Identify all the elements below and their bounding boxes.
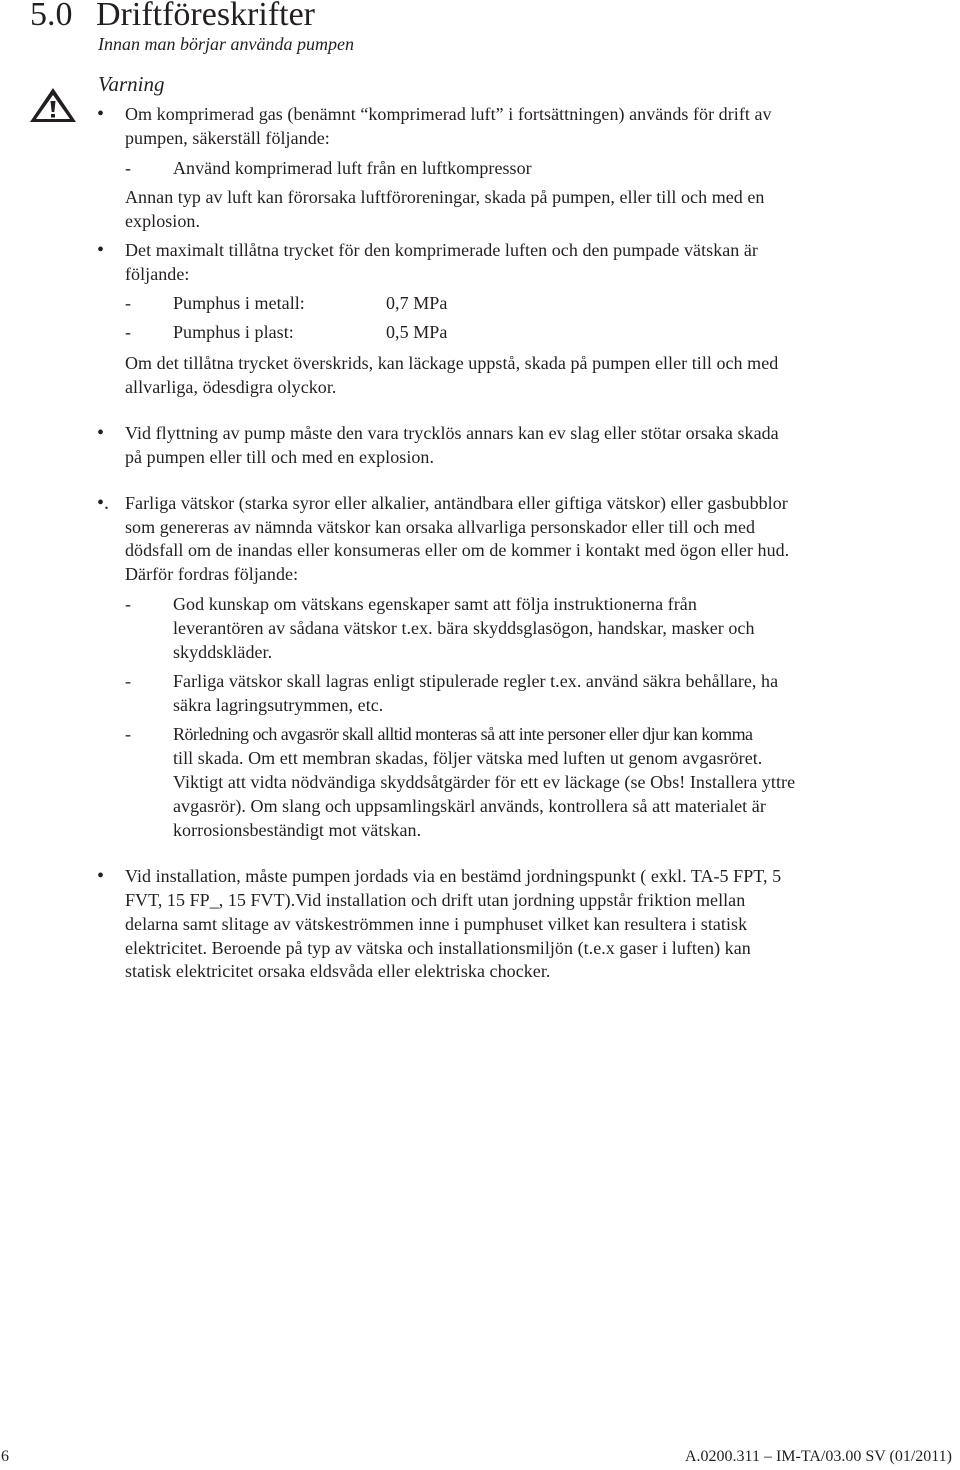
warning-triangle-icon [29, 87, 77, 123]
dash-marker: - [125, 293, 131, 313]
page-number: 6 [1, 1448, 9, 1465]
text-line: till skada. Om ett membran skadas, följer vätska med luften ut genom avgasröret. [173, 748, 763, 768]
text-line: Det maximalt tillåtna trycket för den komprimerade luften och den pumpade vätskan är [125, 240, 758, 260]
pressure-label: Pumphus i plast: [173, 322, 294, 342]
section-title: Driftföreskrifter [96, 0, 316, 33]
text-line: på pumpen eller till och med en explosion. [125, 447, 435, 467]
bullet-marker: • [97, 865, 105, 887]
pressure-value: 0,5 MPa [386, 322, 448, 342]
dash-marker: - [125, 322, 131, 342]
section-number: 5.0 [30, 0, 73, 33]
text-line: säkra lagringsutrymmen, etc. [173, 695, 384, 715]
pressure-value: 0,7 MPa [386, 293, 448, 313]
text-line: statisk elektricitet orsaka eldsvåda eller elektriska chocker. [125, 961, 551, 981]
bullet-marker: • [97, 103, 105, 125]
page-title [30, 0, 315, 34]
text-line: allvarliga, ödesdigra olyckor. [125, 377, 337, 397]
text-line: Farliga vätskor skall lagras enligt stipulerade regler t.ex. använd säkra behållare, ha [173, 671, 779, 691]
text-line: Annan typ av luft kan förorsaka luftföroreningar, skada på pumpen, eller till och med en [125, 187, 765, 207]
text-line: Vid flyttning av pump måste den vara trycklös annars kan ev slag eller stötar orsaka skada [125, 423, 779, 443]
text-line: avgasrör). Om slang och uppsamlingskärl används, kontrollera så att materialet är [173, 796, 766, 816]
pressure-label: Pumphus i metall: [173, 293, 305, 313]
text-line: God kunskap om vätskans egenskaper samt att följa instruktionerna från [173, 594, 697, 614]
text-line: Använd komprimerad luft från en luftkompressor [173, 158, 532, 178]
warning-title: Varning [98, 72, 165, 96]
text-line: Viktigt att vidta nödvändiga skyddsåtgärder för ett ev läckage (se Obs! Installera yttre [173, 772, 796, 792]
text-line: Om komprimerad gas (benämnt “komprimerad luft” i fortsättningen) används för drift av [125, 104, 772, 124]
text-line: som genereras av nämnda vätskor kan orsaka allvarliga personskador eller till och med [125, 517, 756, 537]
text-line: FVT, 15 FP_, 15 FVT).Vid installation och drift utan jordning uppstår friktion mellan [125, 890, 746, 910]
text-line: följande: [125, 264, 190, 284]
text-line: korrosionsbeständigt mot vätskan. [173, 820, 422, 840]
text-line: dödsfall om de inandas eller konsumeras eller om de kommer i kontakt med ögon eller hud. [125, 540, 790, 560]
dash-marker: - [125, 158, 131, 178]
text-line: elektricitet. Beroende på typ av vätska och installationsmiljön (t.e.x gaser i luften) kan [125, 938, 751, 958]
text-line: skyddskläder. [173, 642, 273, 662]
text-line: Om det tillåtna trycket överskrids, kan läckage uppstå, skada på pumpen eller till och med [125, 353, 779, 373]
text-line: Därför fordras följande: [125, 564, 299, 584]
bullet-marker: • [97, 239, 105, 261]
text-line: explosion. [125, 211, 200, 231]
dash-marker: - [125, 594, 131, 614]
document-code: A.0200.311 – IM-TA/03.00 SV (01/2011) [684, 1448, 952, 1465]
bullet-marker: • [97, 422, 105, 444]
text-line: leverantören av sådana vätskor t.ex. bära skyddsglasögon, handskar, masker och [173, 618, 755, 638]
dash-marker: - [125, 671, 131, 691]
subheading: Innan man börjar använda pumpen [98, 34, 354, 54]
text-line: Farliga vätskor (starka syror eller alkalier, antändbara eller giftiga vätskor) eller gasbubblor [125, 493, 788, 513]
text-line: Vid installation, måste pumpen jordads via en bestämd jordningspunkt ( exkl. TA-5 FPT, 5 [125, 866, 782, 886]
text-line: delarna samt slitage av vätskeströmmen inne i pumphuset vilket kan resultera i statisk [125, 914, 748, 934]
text-line: pumpen, säkerställ följande: [125, 128, 330, 148]
bullet-marker: •. [97, 492, 110, 514]
dash-marker: - [125, 724, 131, 744]
text-line: Rörledning och avgasrör skall alltid monteras så att inte personer eller djur kan komma [173, 724, 753, 744]
